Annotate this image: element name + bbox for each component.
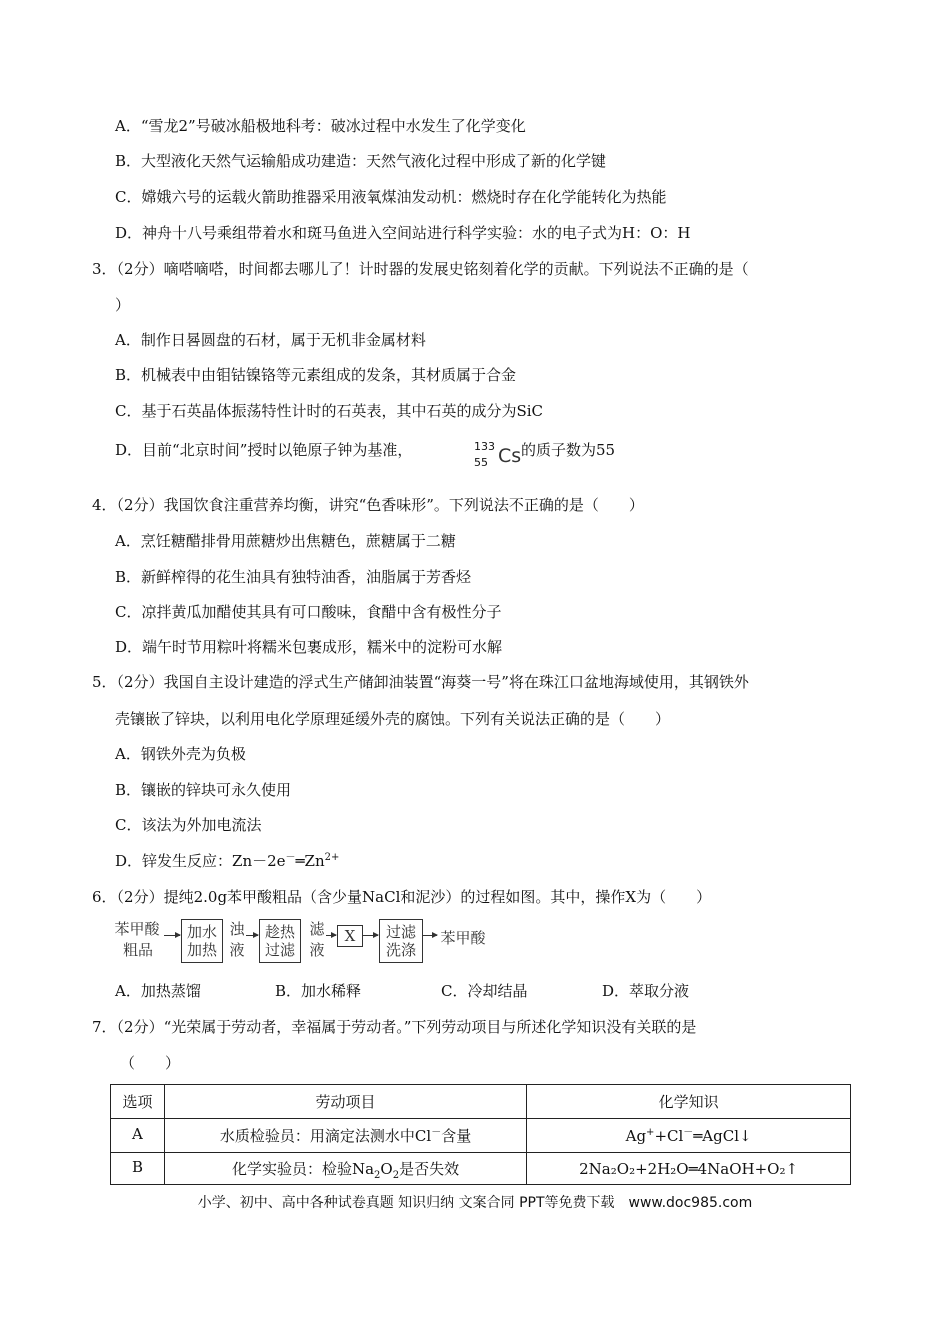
q4-option-d: D．端午时节用粽叶将糯米包裹成形，糯米中的淀粉可水解: [115, 638, 503, 656]
table-row: [111, 1153, 851, 1185]
row-b-task-post: 是否失效: [399, 1160, 460, 1178]
flow-mid1-line1: 浊: [229, 920, 245, 938]
q2-option-c: C．嫦娥六号的运载火箭助推器采用液氧煤油发动机：燃烧时存在化学能转化为热能: [115, 188, 667, 206]
flow-arrow: [164, 935, 180, 936]
nuclide-mass-number: 133: [474, 440, 495, 453]
row-b-option: B: [111, 1153, 165, 1185]
purification-flow-diagram: [110, 917, 510, 965]
flow-arrow: [246, 935, 258, 936]
flow-arrow: [326, 935, 336, 936]
q3-option-d-suffix: 的质子数为55: [521, 441, 616, 459]
row-a-task-sup: －: [431, 1127, 442, 1138]
q4-stem: 4．（2分）我国饮食注重营养均衡，讲究“色香味形”。下列说法不正确的是（ ）: [92, 496, 644, 514]
q5-d-prefix: D．锌发生反应：Zn－2e: [115, 852, 286, 870]
flow-box1-line1: 加水: [186, 923, 217, 941]
flow-box-x: X: [337, 925, 363, 947]
q6-option-c: C．冷却结晶: [441, 982, 528, 1000]
flow-box4-line1: 过滤: [385, 923, 416, 941]
q3-option-c: C．基于石英晶体振荡特性计时的石英表，其中石英的成分为SiC: [115, 402, 544, 420]
row-a-task-pre: 水质检验员：用滴定法测水中Cl: [219, 1127, 432, 1145]
flow-box-heat: [181, 919, 223, 963]
nuclide-element: Cs: [498, 445, 522, 467]
row-b-task-pre: 化学实验员：检验Na: [231, 1160, 375, 1178]
row-a-k1: Ag: [625, 1126, 647, 1145]
q5-d-sup2: 2+: [324, 852, 340, 863]
row-a-knowledge: [527, 1119, 851, 1153]
row-a-option: A: [111, 1119, 165, 1153]
q3-option-b: B．机械表中由钼钴镍铬等元素组成的发条，其材质属于合金: [115, 366, 517, 384]
row-a-k2sup: －: [683, 1126, 694, 1138]
q5-d-sup1: －: [285, 852, 296, 863]
flow-start-line1: 苯甲酸: [114, 920, 160, 938]
q5-d-mid: ═Zn: [295, 852, 325, 870]
q5-stem-cont: 壳镶嵌了锌块，以利用电化学原理延缓外壳的腐蚀。下列有关说法正确的是（ ）: [115, 710, 671, 728]
header-labor-project: 劳动项目: [164, 1085, 526, 1119]
flow-box-filter-wash: [379, 919, 423, 963]
flow-arrow: [363, 935, 378, 936]
flow-mid2-line2: 液: [309, 941, 325, 959]
flow-box2-line2: 过滤: [264, 941, 295, 959]
row-b-task: [164, 1153, 526, 1185]
q5-option-b: B．镶嵌的锌块可永久使用: [115, 781, 292, 799]
header-option: 选项: [111, 1085, 165, 1119]
table-row: [111, 1119, 851, 1153]
q6-option-b: B．加水稀释: [275, 982, 362, 1000]
flow-box-hot-filter: [259, 919, 301, 963]
q6-stem: 6．（2分）提纯2.0g苯甲酸粗品（含少量NaCl和泥沙）的过程如图。其中，操作X为（ ）: [92, 888, 712, 906]
row-a-task-post: 含量: [441, 1127, 472, 1145]
q5-option-c: C．该法为外加电流法: [115, 816, 262, 834]
q3-stem: 3．（2分）嘀嗒嘀嗒，时间都去哪儿了！计时器的发展史铭刻着化学的贡献。下列说法不正确的是（: [92, 260, 749, 278]
q5-stem: 5．（2分）我国自主设计建造的浮式生产储卸油装置“海葵一号”将在珠江口盆地海域使用，其钢铁外: [92, 673, 749, 691]
q5-option-a: A．钢铁外壳为负极: [115, 745, 246, 763]
row-b-task-sub1: 2: [374, 1170, 381, 1181]
row-b-task-sub2: 2: [392, 1170, 400, 1181]
q4-option-a: A．烹饪糖醋排骨用蔗糖炒出焦糖色，蔗糖属于二糖: [115, 532, 456, 550]
flow-mid1-line2: 液: [229, 941, 245, 959]
row-a-k2: +Cl: [654, 1126, 684, 1145]
row-b-task-mid: O: [380, 1160, 393, 1178]
flow-arrow: [423, 935, 437, 936]
flow-end-product: 苯甲酸: [440, 929, 486, 947]
labor-knowledge-table: [110, 1084, 851, 1185]
q6-option-a: A．加热蒸馏: [115, 982, 201, 1000]
flow-start-line2: 粗品: [122, 941, 153, 959]
flow-mid2-line1: 滤: [309, 920, 325, 938]
nuclide-atomic-number: 55: [474, 456, 488, 469]
row-a-task: [164, 1119, 526, 1153]
flow-box1-line2: 加热: [186, 941, 217, 959]
row-a-k3: ═AgCl↓: [693, 1126, 752, 1145]
flow-box4-line2: 洗涤: [385, 941, 416, 959]
q4-option-b: B．新鲜榨得的花生油具有独特油香，油脂属于芳香烃: [115, 568, 472, 586]
flow-box2-line1: 趁热: [264, 923, 295, 941]
table-header-row: [111, 1085, 851, 1119]
q3-option-d-prefix: D．目前“北京时间”授时以铯原子钟为基准，: [115, 441, 413, 459]
q5-option-d: [115, 851, 339, 871]
q6-option-d: D．萃取分液: [602, 982, 690, 1000]
page-footer: 小学、初中、高中各种试卷真题 知识归纳 文案合同 PPT等免费下载 www.doc985.com: [197, 1195, 753, 1211]
q2-option-b: B．大型液化天然气运输船成功建造：天然气液化过程中形成了新的化学键: [115, 152, 607, 170]
q4-option-c: C．凉拌黄瓜加醋使其具有可口酸味，食醋中含有极性分子: [115, 603, 502, 621]
q2-option-d: D．神舟十八号乘组带着水和斑马鱼进入空间站进行科学实验：水的电子式为H：O：H: [115, 224, 691, 242]
q3-stem-cont: ）: [115, 296, 131, 314]
row-b-knowledge: 2Na₂O₂+2H₂O═4NaOH+O₂↑: [527, 1153, 851, 1185]
q2-option-a: A．“雪龙2”号破冰船极地科考：破冰过程中水发生了化学变化: [115, 117, 526, 135]
header-chem-knowledge: 化学知识: [527, 1085, 851, 1119]
q7-stem-cont: （ ）: [120, 1054, 181, 1072]
q7-stem: 7．（2分）“光荣属于劳动者，幸福属于劳动者。”下列劳动项目与所述化学知识没有关联的是: [92, 1018, 697, 1036]
cs-nuclide-symbol: [471, 440, 521, 476]
row-a-k1sup: +: [646, 1126, 655, 1138]
q3-option-a: A．制作日晷圆盘的石材，属于无机非金属材料: [115, 331, 426, 349]
